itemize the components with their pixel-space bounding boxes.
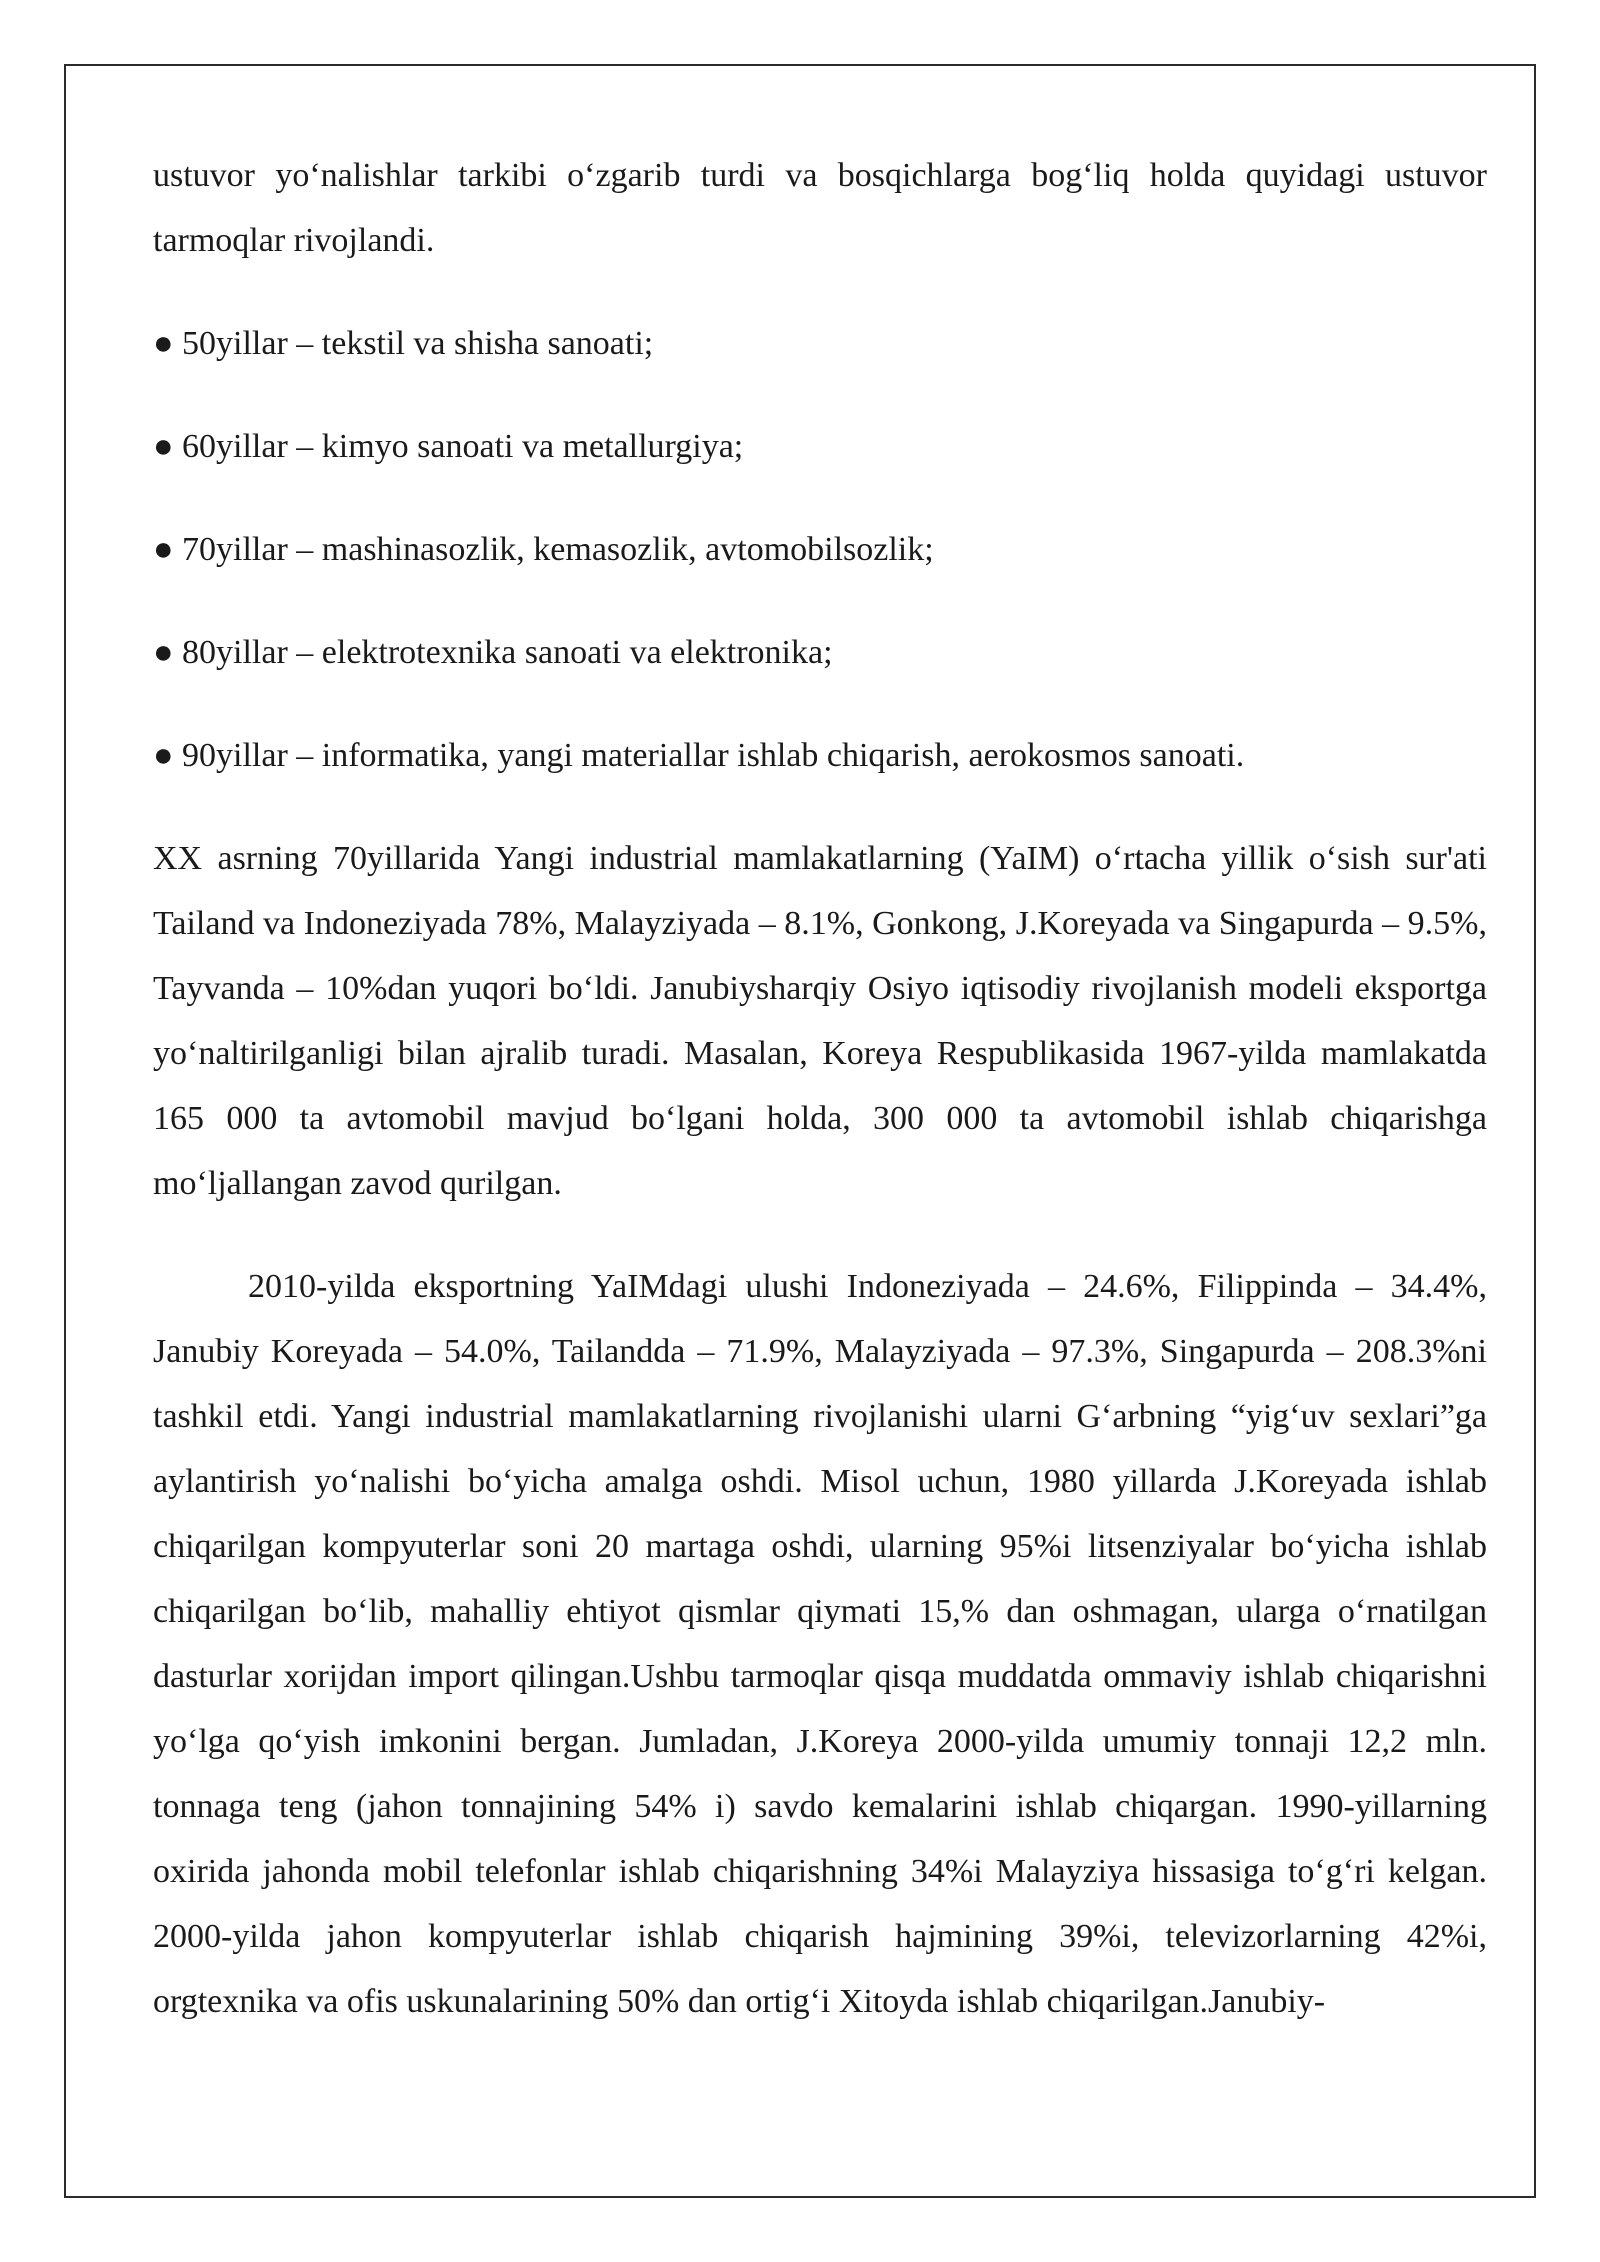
paragraph-export-share: 2010-yilda eksportning YaIMdagi ulushi Indoneziyada – 24.6%, Filippinda – 34.4%, Janubiy Koreyada – 54.0%, Tailandda – 71.9%, Malayziyada – 97.3%, Singapurda – 208.3%ni tashkil etdi. Yangi industrial mamlakatlarning rivojlanishi ularni G‘arbning “yig‘uv sexlari”ga aylantirish yo‘nalishi bo‘yicha amalga oshdi. Misol uchun, 1980 yillarda J.Koreyada ishlab chiqarilgan kompyuterlar soni 20 martaga oshdi, ularning 95%i litsenziyalar bo‘yicha ishlab chiqarilgan bo‘lib, mahalliy ehtiyot qismlar qiymati 15,% dan oshmagan, ularga o‘rnatilgan dasturlar xorijdan import qilingan.Ushbu tarmoqlar qisqa muddatda ommaviy ishlab chiqarishni yo‘lga qo‘yish imkonini bergan. Jumladan, J.Koreya 2000-yilda umumiy tonnaji 12,2 mln. tonnaga teng (jahon tonnajining 54% i) savdo kemalarini ishlab chiqargan. 1990-yillarning oxirida jahonda mobil telefonlar ishlab chiqarishning 34%i Malayziya hissasiga to‘g‘ri kelgan. 2000-yilda jahon kompyuterlar ishlab chiqarish hajmining 39%i, televizorlarning 42%i, orgtexnika va ofis uskunalarining 50% dan ortig‘i Xitoyda ishlab chiqarilgan.Janubiy-	[153, 1268, 1487, 2020]
document-body	[153, 143, 1487, 2034]
bullet-item-70s: ● 70yillar – mashinasozlik, kemasozlik, avtomobilsozlik;	[153, 531, 934, 568]
bullet-item-90s: ● 90yillar – informatika, yangi materiallar ishlab chiqarish, aerokosmos sanoati.	[153, 737, 1245, 774]
intro-paragraph: ustuvor yo‘nalishlar tarkibi o‘zgarib turdi va bosqichlarga bog‘liq holda quyidagi ustuvor tarmoqlar rivojlandi.	[153, 157, 1487, 259]
paragraph-growth-rates: XX asrning 70yillarida Yangi industrial mamlakatlarning (YaIM) o‘rtacha yillik o‘sish sur'ati Tailand va Indoneziyada 78%, Malayziyada – 8.1%, Gonkong, J.Koreyada va Singapurda – 9.5%, Tayvanda – 10%dan yuqori bo‘ldi. Janubiysharqiy Osiyo iqtisodiy rivojlanish modeli eksportga yo‘naltirilganligi bilan ajralib turadi. Masalan, Koreya Respublikasida 1967-yilda mamlakatda 165 000 ta avtomobil mavjud bo‘lgani holda, 300 000 ta avtomobil ishlab chiqarishga mo‘ljallangan zavod qurilgan.	[153, 840, 1487, 1202]
bullet-item-80s: ● 80yillar – elektrotexnika sanoati va elektronika;	[153, 634, 833, 671]
bullet-item-60s: ● 60yillar – kimyo sanoati va metallurgiya;	[153, 428, 744, 465]
bullet-item-50s: ● 50yillar – tekstil va shisha sanoati;	[153, 325, 654, 362]
